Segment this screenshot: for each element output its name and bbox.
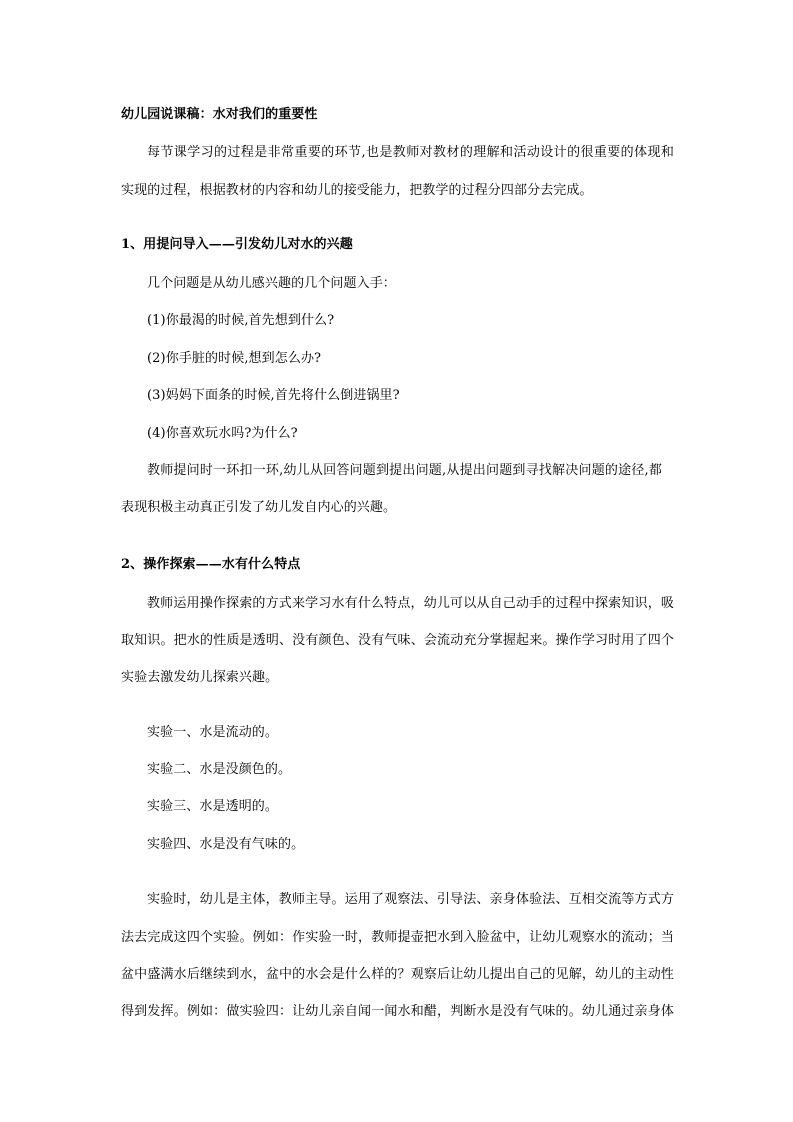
- intro-line-2: 实现的过程，根据教材的内容和幼儿的接受能力，把教学的过程分四部分去完成。: [121, 183, 593, 198]
- section-2-para-line-2: 取知识。把水的性质是透明、没有颜色、没有气味、会流动充分掌握起来。操作学习时用了四个: [121, 633, 674, 648]
- section-2-heading: 2、操作探索——水有什么特点: [121, 557, 301, 572]
- section-2-final-line-2: 法去完成这四个实验。例如：作实验一时，教师提壶把水到入脸盆中，让幼儿观察水的流动；当: [121, 930, 674, 945]
- question-2: (2)你手脏的时候,想到怎么办?: [147, 351, 322, 366]
- question-1: (1)你最渴的时候,首先想到什么?: [147, 313, 335, 328]
- section-2-final-line-3: 盆中盛满水后继续到水，盆中的水会是什么样的？观察后让幼儿提出自己的见解，幼儿的主动性: [121, 967, 674, 982]
- document-title: 幼儿园说课稿：水对我们的重要性: [121, 107, 318, 122]
- question-3: (3)妈妈下面条的时候,首先将什么倒进锅里?: [147, 388, 400, 403]
- section-1-heading: 1、用提问导入——引发幼儿对水的兴趣: [121, 237, 353, 252]
- section-2-final-line-1: 实验时，幼儿是主体，教师主导。运用了观察法、引导法、亲身体验法、互相交流等方式方: [147, 892, 674, 907]
- intro-line-1: 每节课学习的过程是非常重要的环节,也是教师对教材的理解和活动设计的很重要的体现和: [147, 145, 674, 160]
- experiment-1: 实验一、水是流动的。: [147, 725, 279, 740]
- section-2-final-line-4: 得到发挥。例如：做实验四：让幼儿亲自闻一闻水和醋，判断水是没有气味的。幼儿通过亲身体: [121, 1004, 674, 1019]
- section-2-para-line-1: 教师运用操作探索的方式来学习水有什么特点，幼儿可以从自己动手的过程中探索知识，吸: [147, 596, 674, 611]
- experiment-2: 实验二、水是没颜色的。: [147, 762, 292, 777]
- section-1-lead: 几个问题是从幼儿感兴趣的几个问题入手：: [147, 276, 396, 291]
- section-1-summary-line-2: 表现积极主动真正引发了幼儿发自内心的兴趣。: [121, 500, 397, 515]
- experiment-4: 实验四、水是没有气味的。: [147, 837, 305, 852]
- section-2-para-line-3: 实验去激发幼儿探索兴趣。: [121, 670, 279, 685]
- section-1-summary-line-1: 教师提问时一环扣一环,幼儿从回答问题到提出问题,从提出问题到寻找解决问题的途径,都: [147, 463, 662, 478]
- question-4: (4)你喜欢玩水吗?为什么?: [147, 426, 298, 441]
- experiment-3: 实验三、水是透明的。: [147, 799, 279, 814]
